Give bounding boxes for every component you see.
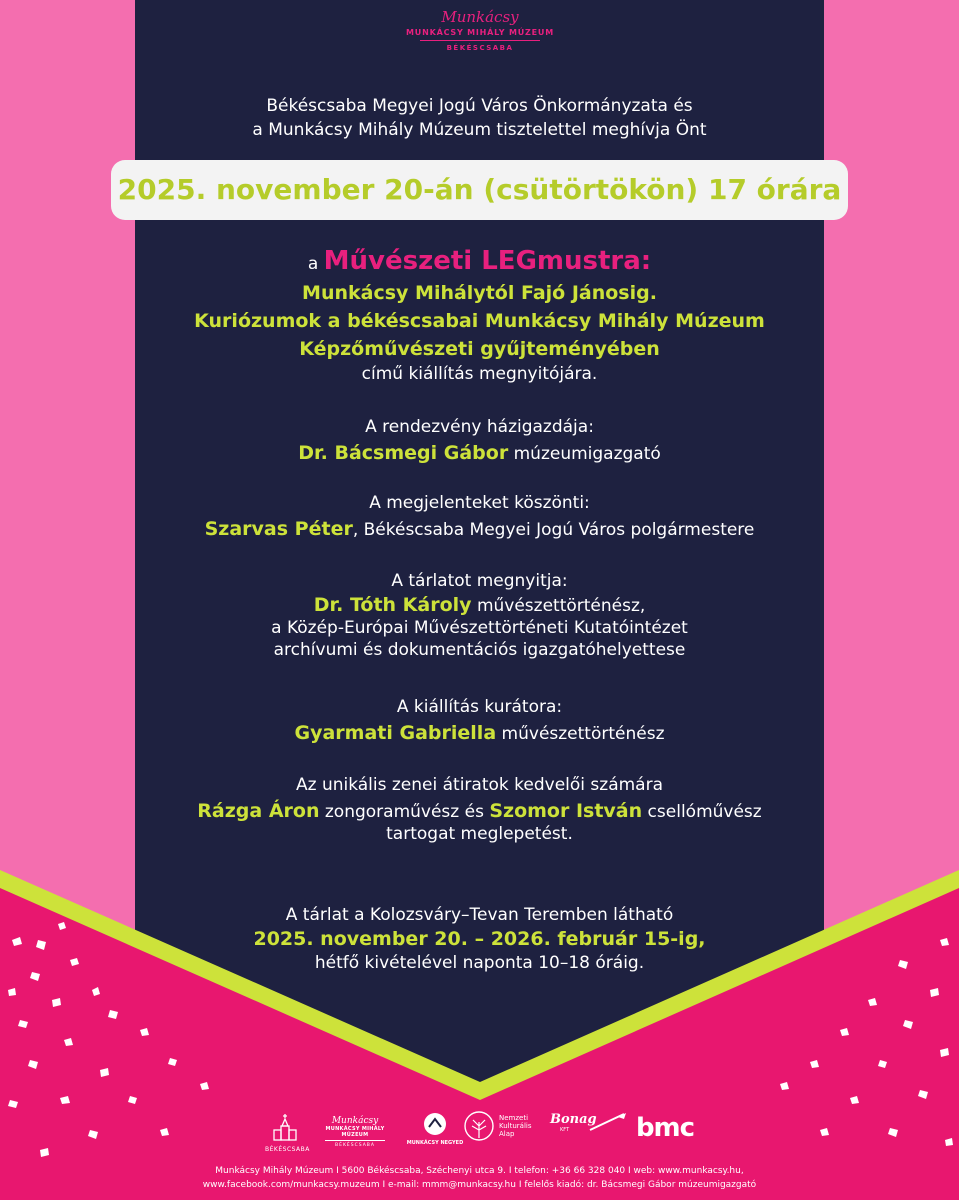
mmm-logo-city: BÉKÉSCSABA bbox=[335, 1143, 375, 1148]
musician-2-role: csellóművész bbox=[642, 802, 762, 822]
greeting-label: A megjelenteket köszönti: bbox=[369, 493, 590, 513]
opening-line-3: archívumi és dokumentációs igazgatóhelyettese bbox=[273, 640, 686, 660]
bmc-label: bmc bbox=[635, 1113, 695, 1143]
venue-line-3: hétfő kivételével naponta 10–18 óráig. bbox=[314, 953, 645, 973]
music-label: Az unikális zenei átiratok kedvelői számára bbox=[295, 775, 663, 795]
logo-city: BÉKÉSCSABA bbox=[446, 44, 514, 52]
logo-script: Munkácsy bbox=[441, 8, 519, 26]
mmm-logo bbox=[315, 1116, 395, 1148]
host-name: Dr. Bácsmegi Gábor bbox=[298, 442, 509, 464]
bekescsaba-label: BÉKÉSCSABA bbox=[265, 1146, 310, 1153]
opening-label: A tárlatot megnyitja: bbox=[391, 571, 568, 591]
venue-block bbox=[135, 904, 824, 974]
nka-line-3: Alap bbox=[499, 1130, 515, 1138]
greeting-role: , Békéscsaba Megyei Jogú Város polgármestere bbox=[352, 520, 755, 540]
date-banner bbox=[111, 160, 848, 220]
nka-tree-icon bbox=[463, 1110, 495, 1142]
exhibition-block bbox=[135, 246, 824, 385]
mmm-logo-name: MUNKÁCSY MIHÁLY MÚZEUM bbox=[325, 1126, 385, 1138]
bonag-kft: KFT bbox=[560, 1127, 570, 1133]
host-label: A rendezvény házigazdája: bbox=[365, 417, 594, 437]
museum-logo bbox=[380, 8, 580, 52]
church-icon bbox=[270, 1112, 300, 1142]
footer-line-2: www.facebook.com/munkacsy.muzeum I e-mail: mmm@munkacsy.hu I felelős kiadó: dr. Bácsmegi Gábor múzeumigazgató bbox=[202, 1180, 757, 1190]
venue-line-1: A tárlat a Kolozsváry–Tevan Teremben látható bbox=[285, 905, 674, 925]
exhibition-title: Művészeti LEGmustra: bbox=[323, 246, 652, 276]
curator-role: művészettörténész bbox=[496, 724, 665, 744]
greeting-name: Szarvas Péter bbox=[204, 518, 353, 540]
bmc-logo bbox=[635, 1112, 695, 1144]
negyed-label: MUNKÁCSY NEGYED bbox=[406, 1140, 464, 1146]
munkacsy-negyed-logo bbox=[405, 1112, 465, 1146]
intro-text bbox=[135, 94, 824, 142]
music-line-3: tartogat meglepetést. bbox=[386, 824, 573, 844]
date-banner-text: 2025. november 20-án (csütörtökön) 17 órára bbox=[117, 173, 842, 206]
paintbrush-icon bbox=[588, 1112, 628, 1132]
intro-line-1: Békéscsaba Megyei Jogú Város Önkormányzata és bbox=[266, 96, 693, 116]
bonag-label: Bonag bbox=[550, 1112, 597, 1127]
sponsor-logos bbox=[265, 1110, 705, 1155]
exhibition-subtitle-1: Munkácsy Mihálytól Fajó Jánosig. bbox=[302, 282, 657, 304]
bekescsaba-logo bbox=[265, 1112, 310, 1153]
footer-line-1: Munkácsy Mihály Múzeum I 5600 Békéscsaba, Széchenyi utca 9. I telefon: +36 66 328 040 I web: www.munkacsy.hu, bbox=[215, 1166, 744, 1176]
exhibition-title-line bbox=[135, 246, 824, 279]
exhibition-subtitle-2: Kuriózumok a békéscsabai Munkácsy Mihály Múzeum bbox=[194, 310, 765, 332]
bonag-logo bbox=[550, 1112, 630, 1133]
opening-role: művészettörténész, bbox=[471, 596, 646, 616]
exhibition-suffix: című kiállítás megnyitójára. bbox=[361, 364, 598, 384]
nka-line-1: Nemzeti bbox=[499, 1114, 529, 1122]
intro-line-2: a Munkácsy Mihály Múzeum tisztelettel meghívja Önt bbox=[252, 120, 707, 140]
host-block bbox=[135, 416, 824, 465]
music-mid: zongoraművész és bbox=[319, 802, 490, 822]
musician-1-name: Rázga Áron bbox=[197, 800, 320, 822]
curator-name: Gyarmati Gabriella bbox=[294, 722, 497, 744]
mmm-logo-script: Munkácsy bbox=[331, 1116, 379, 1126]
nka-line-2: Kulturális bbox=[499, 1122, 532, 1130]
music-block bbox=[135, 774, 824, 845]
logo-divider bbox=[420, 40, 540, 41]
curator-label: A kiállítás kurátora: bbox=[396, 697, 563, 717]
greeting-block bbox=[135, 492, 824, 541]
exhibition-subtitle-3: Képzőművészeti gyűjteményében bbox=[299, 338, 660, 360]
curator-block bbox=[135, 696, 824, 745]
logo-name: MUNKÁCSY MIHÁLY MÚZEUM bbox=[406, 28, 554, 37]
host-role: múzeumigazgató bbox=[508, 444, 661, 464]
opening-name: Dr. Tóth Károly bbox=[313, 594, 472, 616]
musician-2-name: Szomor István bbox=[489, 800, 643, 822]
venue-dates: 2025. november 20. – 2026. február 15-ig, bbox=[253, 928, 706, 950]
opening-block bbox=[135, 570, 824, 661]
opening-line-2: a Közép-Európai Művészettörténeti Kutatóintézet bbox=[271, 618, 688, 638]
exhibition-prefix: a bbox=[307, 254, 324, 274]
negyed-emblem-icon bbox=[422, 1112, 448, 1136]
